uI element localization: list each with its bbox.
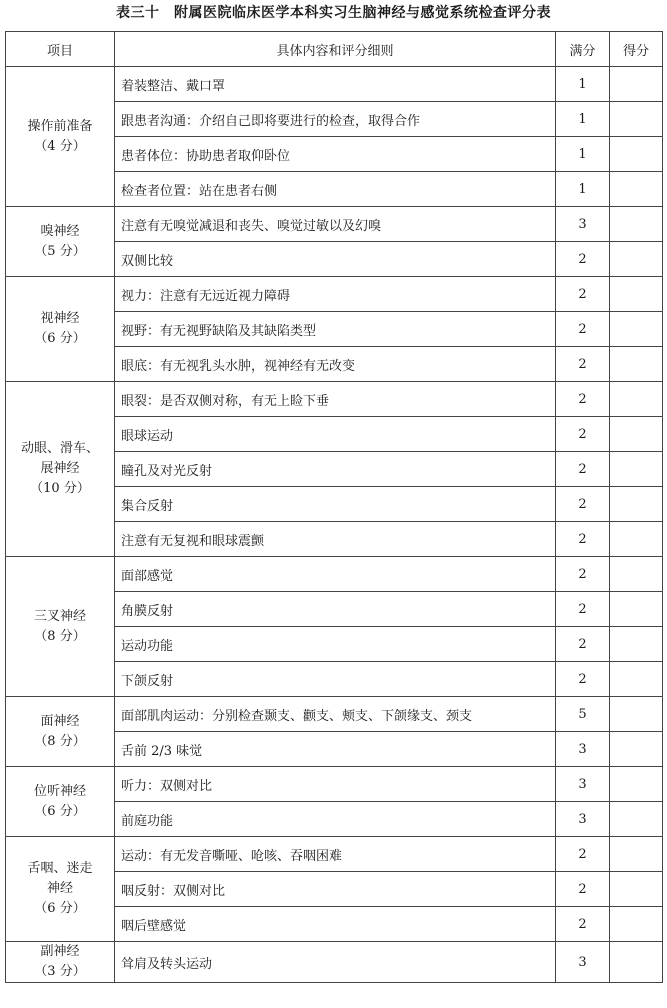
section-cell xyxy=(6,767,115,837)
obtained-score-cell[interactable] xyxy=(610,207,663,242)
full-score-cell: 2 xyxy=(556,452,610,487)
section-cell xyxy=(6,942,115,983)
section-name: 操作前准备 xyxy=(27,118,93,134)
full-score-cell: 2 xyxy=(556,382,610,417)
criteria-cell: 眼底：有无视乳头水肿，视神经有无改变 xyxy=(115,347,556,382)
section-points: （3 分） xyxy=(34,964,86,979)
criteria-cell: 咽后壁感觉 xyxy=(115,907,556,942)
obtained-score-cell[interactable] xyxy=(610,942,663,983)
obtained-score-cell[interactable] xyxy=(610,907,663,942)
criteria-cell: 患者体位：协助患者取仰卧位 xyxy=(115,137,556,172)
obtained-score-cell[interactable] xyxy=(610,312,663,347)
section-name: 视神经 xyxy=(40,311,80,326)
obtained-score-cell[interactable] xyxy=(610,417,663,452)
section-points: （6 分） xyxy=(34,803,86,819)
obtained-score-cell[interactable] xyxy=(610,137,663,172)
criteria-cell: 下颌反射 xyxy=(115,662,556,697)
scoring-table xyxy=(5,31,663,983)
full-score-cell: 1 xyxy=(556,102,610,137)
full-score-cell: 2 xyxy=(556,662,610,697)
section-name: 嗅神经 xyxy=(40,223,80,239)
criteria-cell: 注意有无嗅觉减退和丧失、嗅觉过敏以及幻嗅 xyxy=(115,207,556,242)
section-cell xyxy=(6,837,115,942)
section-name: 面神经 xyxy=(40,713,80,729)
criteria-cell: 注意有无复视和眼球震颤 xyxy=(115,522,556,557)
full-score-cell: 3 xyxy=(556,207,610,242)
table-row xyxy=(6,277,663,312)
obtained-score-cell[interactable] xyxy=(610,522,663,557)
section-name: 位听神经 xyxy=(33,783,86,799)
table-row xyxy=(6,382,663,417)
criteria-cell: 检查者位置：站在患者右侧 xyxy=(115,172,556,207)
criteria-cell: 运动：有无发音嘶哑、呛咳、吞咽困难 xyxy=(115,837,556,872)
obtained-score-cell[interactable] xyxy=(610,172,663,207)
full-score-cell: 3 xyxy=(556,767,610,802)
obtained-score-cell[interactable] xyxy=(610,837,663,872)
full-score-cell: 1 xyxy=(556,172,610,207)
full-score-cell: 2 xyxy=(556,837,610,872)
full-score-cell: 3 xyxy=(556,802,610,837)
section-name: 三叉神经 xyxy=(33,608,86,624)
section-points: （8 分） xyxy=(34,628,86,644)
obtained-score-cell[interactable] xyxy=(610,557,663,592)
full-score-cell: 2 xyxy=(556,907,610,942)
table-row xyxy=(6,557,663,592)
full-score-cell: 2 xyxy=(556,522,610,557)
section-points: （4 分） xyxy=(34,138,86,154)
obtained-score-cell[interactable] xyxy=(610,347,663,382)
table-row xyxy=(6,67,663,102)
criteria-cell: 瞳孔及对光反射 xyxy=(115,452,556,487)
section-points: （6 分） xyxy=(34,331,86,346)
full-score-cell: 2 xyxy=(556,592,610,627)
criteria-cell: 角膜反射 xyxy=(115,592,556,627)
criteria-cell: 集合反射 xyxy=(115,487,556,522)
section-points: （5 分） xyxy=(34,243,86,259)
full-score-cell: 2 xyxy=(556,312,610,347)
criteria-cell: 舌前 2/3 味觉 xyxy=(115,732,556,767)
obtained-score-cell[interactable] xyxy=(610,382,663,417)
full-score-cell: 5 xyxy=(556,697,610,732)
obtained-score-cell[interactable] xyxy=(610,242,663,277)
criteria-cell: 眼球运动 xyxy=(115,417,556,452)
obtained-score-cell[interactable] xyxy=(610,767,663,802)
criteria-cell: 面部肌肉运动：分别检查颞支、颧支、颊支、下颌缘支、颈支 xyxy=(115,697,556,732)
criteria-cell: 耸肩及转头运动 xyxy=(115,942,556,983)
obtained-score-cell[interactable] xyxy=(610,872,663,907)
obtained-score-cell[interactable] xyxy=(610,277,663,312)
full-score-cell: 2 xyxy=(556,627,610,662)
table-row xyxy=(6,767,663,802)
criteria-cell: 视野：有无视野缺陷及其缺陷类型 xyxy=(115,312,556,347)
criteria-cell: 咽反射：双侧对比 xyxy=(115,872,556,907)
full-score-cell: 2 xyxy=(556,872,610,907)
obtained-score-cell[interactable] xyxy=(610,627,663,662)
obtained-score-cell[interactable] xyxy=(610,732,663,767)
full-score-cell: 2 xyxy=(556,277,610,312)
section-points: （6 分） xyxy=(34,901,86,916)
full-score-cell: 2 xyxy=(556,417,610,452)
obtained-score-cell[interactable] xyxy=(610,592,663,627)
section-cell xyxy=(6,67,115,207)
criteria-cell: 双侧比较 xyxy=(115,242,556,277)
section-cell xyxy=(6,277,115,382)
criteria-cell: 面部感觉 xyxy=(115,557,556,592)
obtained-score-cell[interactable] xyxy=(610,102,663,137)
table-row xyxy=(6,837,663,872)
table-body xyxy=(6,67,663,983)
criteria-cell: 前庭功能 xyxy=(115,802,556,837)
section-name: 副神经 xyxy=(40,944,80,959)
header-item: 项目 xyxy=(6,32,115,67)
obtained-score-cell[interactable] xyxy=(610,802,663,837)
criteria-cell: 眼裂：是否双侧对称，有无上睑下垂 xyxy=(115,382,556,417)
criteria-cell: 视力：注意有无远近视力障碍 xyxy=(115,277,556,312)
section-points: （8 分） xyxy=(34,733,86,749)
header-content: 具体内容和评分细则 xyxy=(115,32,556,67)
full-score-cell: 2 xyxy=(556,347,610,382)
section-cell xyxy=(6,557,115,697)
table-row xyxy=(6,207,663,242)
header-obtained: 得分 xyxy=(610,32,663,67)
full-score-cell: 3 xyxy=(556,732,610,767)
obtained-score-cell[interactable] xyxy=(610,67,663,102)
obtained-score-cell[interactable] xyxy=(610,697,663,732)
section-cell xyxy=(6,382,115,557)
criteria-cell: 着装整洁、戴口罩 xyxy=(115,67,556,102)
full-score-cell: 3 xyxy=(556,942,610,983)
section-cell xyxy=(6,697,115,767)
section-cell xyxy=(6,207,115,277)
header-full-score: 满分 xyxy=(556,32,610,67)
table-row xyxy=(6,697,663,732)
criteria-cell: 听力：双侧对比 xyxy=(115,767,556,802)
criteria-cell: 运动功能 xyxy=(115,627,556,662)
page-title: 表三十 附属医院临床医学本科实习生脑神经与感觉系统检查评分表 xyxy=(116,5,551,21)
obtained-score-cell[interactable] xyxy=(610,662,663,697)
table-row xyxy=(6,942,663,983)
section-name: 动眼、滑车、 展神经 xyxy=(20,441,99,476)
obtained-score-cell[interactable] xyxy=(610,487,663,522)
criteria-cell: 跟患者沟通：介绍自己即将要进行的检查，取得合作 xyxy=(115,102,556,137)
header-row xyxy=(6,32,663,67)
section-points: （10 分） xyxy=(30,481,90,496)
obtained-score-cell[interactable] xyxy=(610,452,663,487)
full-score-cell: 2 xyxy=(556,557,610,592)
full-score-cell: 1 xyxy=(556,137,610,172)
full-score-cell: 2 xyxy=(556,487,610,522)
full-score-cell: 1 xyxy=(556,67,610,102)
full-score-cell: 2 xyxy=(556,242,610,277)
section-name: 舌咽、迷走 神经 xyxy=(27,861,93,896)
